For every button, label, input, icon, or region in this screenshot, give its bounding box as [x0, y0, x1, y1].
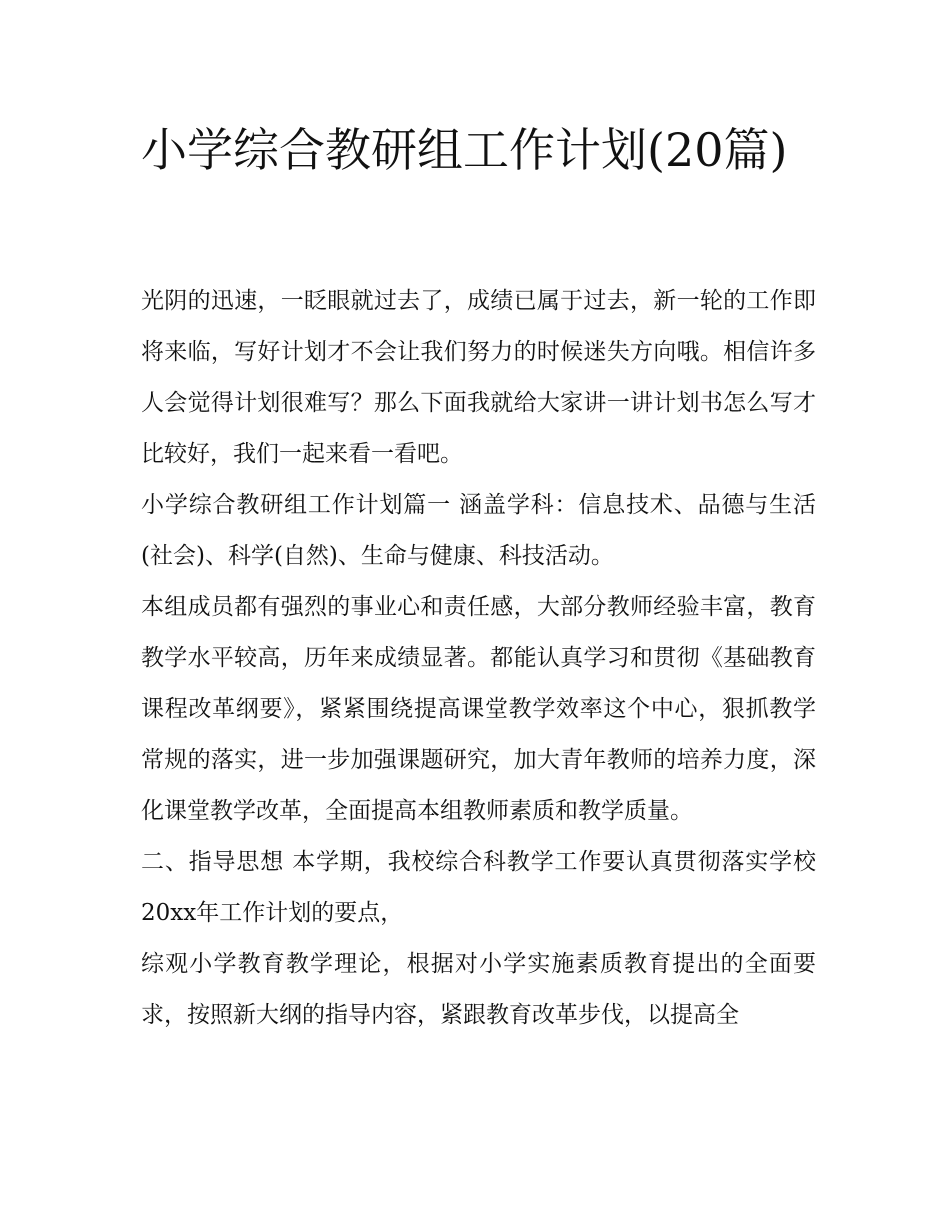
paragraph-members: 本组成员都有强烈的事业心和责任感，大部分教师经验丰富，教育教学水平较高，历年来成绩显著。都能认真学习和贯彻《基础教育课程改革纲要》，紧紧围绕提高课堂教学效率这个中心，狠抓教学常规的落实，进一步加强课题研究，加大青年教师的培养力度，深化课堂教学改革，全面提高本组教师素质和教学质量。: [141, 594, 816, 824]
paragraph-guiding-idea: 二、指导思想 本学期，我校综合科教学工作要认真贯彻落实学校20xx年工作计划的要点，: [141, 849, 816, 926]
paragraph-intro: 光阴的迅速，一眨眼就过去了，成绩已属于过去，新一轮的工作即将来临，写好计划才不会让我们努力的时候迷失方向哦。相信许多人会觉得计划很难写？那么下面我就给大家讲一讲计划书怎么写才比较好，我们一起来看一看吧。: [141, 288, 816, 467]
document-body: [141, 276, 816, 1041]
paragraph-subjects: 小学综合教研组工作计划篇一 涵盖学科：信息技术、品德与生活(社会)、科学(自然)、生命与健康、科技活动。: [141, 492, 816, 569]
document-title: 小学综合教研组工作计划(20篇): [141, 123, 788, 177]
paragraph-overview: 综观小学教育教学理论，根据对小学实施素质教育提出的全面要求，按照新大纲的指导内容，紧跟教育改革步伐，以提高全: [141, 951, 816, 1028]
